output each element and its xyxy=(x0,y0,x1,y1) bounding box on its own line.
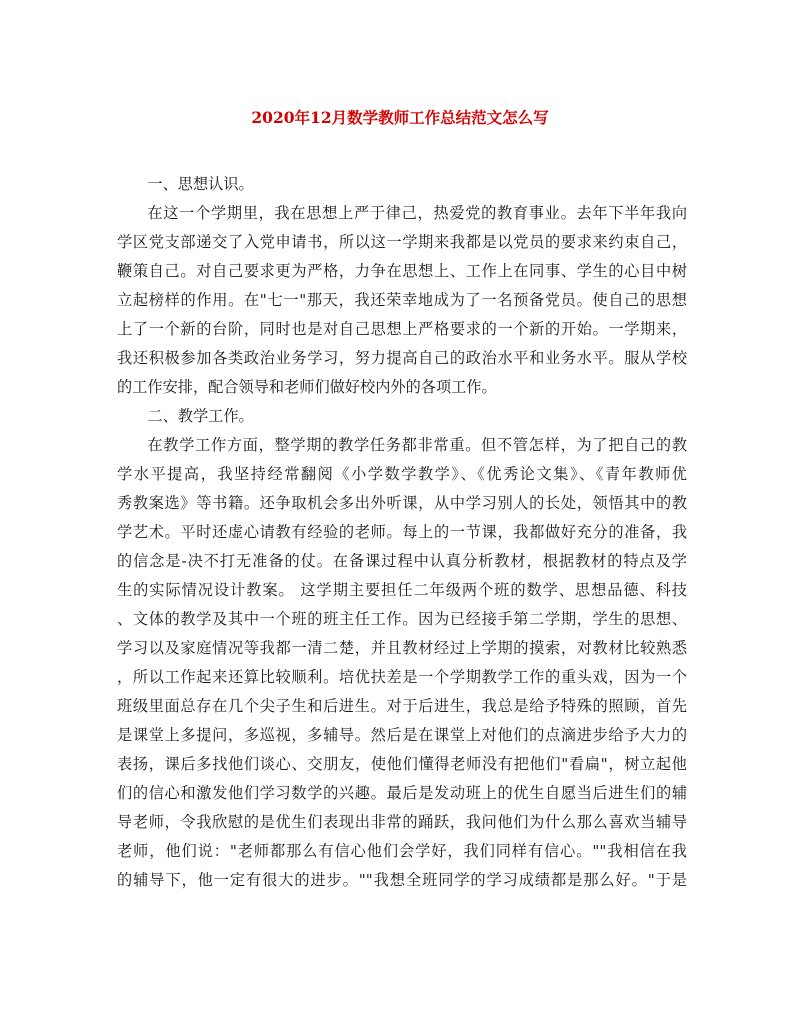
paragraph-line: 班级里面总存在几个尖子生和后进生。对于后进生，我总是给予特殊的照顾，首先 xyxy=(117,697,687,715)
paragraph-line: 学水平提高，我坚持经常翻阅《小学数学教学》、《优秀论文集》、《青年教师优 xyxy=(117,465,687,483)
paragraph-line: 学区党支部递交了入党申请书，所以这一学期来我都是以党员的要求来约束自己， xyxy=(117,233,687,251)
paragraph-line: 表扬，课后多找他们谈心、交朋友，使他们懂得老师没有把他们"看扁"，树立起他 xyxy=(117,755,687,773)
paragraph-line: 我还积极参加各类政治业务学习，努力提高自己的政治水平和业务水平。服从学校 xyxy=(117,349,687,367)
paragraph-line: 导老师，令我欣慰的是优生们表现出非常的踊跃，我问他们为什么那么喜欢当辅导 xyxy=(117,813,687,831)
paragraph-line: 是课堂上多提问，多巡视，多辅导。然后是在课堂上对他们的点滴进步给予大力的 xyxy=(117,726,687,744)
paragraph-line: 秀教案选》等书籍。还争取机会多出外听课，从中学习别人的长处，领悟其中的教 xyxy=(117,494,687,512)
paragraph-line: ，所以工作起来还算比较顺利。培优扶差是一个学期教学工作的重头戏，因为一个 xyxy=(117,668,687,686)
paragraph-line: 、文体的教学及其中一个班的班主任工作。因为已经接手第二学期，学生的思想、 xyxy=(117,610,687,628)
paragraph-line: 上了一个新的台阶，同时也是对自己思想上严格要求的一个新的开始。一学期来， xyxy=(117,320,687,338)
paragraph-line: 学艺术。平时还虚心请教有经验的老师。每上的一节课，我都做好充分的准备，我 xyxy=(117,523,687,541)
paragraph-line: 鞭策自己。对自己要求更为严格，力争在思想上、工作上在同事、学生的心目中树 xyxy=(117,262,687,280)
paragraph-line: 立起榜样的作用。在"七一"那天，我还荣幸地成为了一名预备党员。使自己的思想 xyxy=(117,291,687,309)
paragraph-line: 的工作安排，配合领导和老师们做好校内外的各项工作。 xyxy=(117,378,497,396)
section-heading: 一、思想认识。 xyxy=(147,175,254,193)
paragraph-line: 在教学工作方面，整学期的教学任务都非常重。但不管怎样，为了把自己的教 xyxy=(147,436,687,454)
paragraph-line: 的信念是-决不打无准备的仗。在备课过程中认真分析教材，根据教材的特点及学 xyxy=(117,552,687,570)
paragraph-line: 的辅导下，他一定有很大的进步。""我想全班同学的学习成绩都是那么好。"于是 xyxy=(117,871,687,889)
paragraph-line: 生的实际情况设计教案。 这学期主要担任二年级两个班的数学、思想品德、科技 xyxy=(117,581,687,599)
paragraph-line: 老师，他们说："老师都那么有信心他们会学好，我们同样有信心。""我相信在我 xyxy=(117,842,687,860)
document-body xyxy=(117,170,687,895)
section-heading: 二、教学工作。 xyxy=(147,407,254,425)
document-title: 2020年12月数学教师工作总结范文怎么写 xyxy=(251,108,549,127)
paragraph-line: 学习以及家庭情况等我都一清二楚，并且教材经过上学期的摸索，对教材比较熟悉 xyxy=(117,639,687,657)
paragraph-line: 们的信心和激发他们学习数学的兴趣。最后是发动班上的优生自愿当后进生们的辅 xyxy=(117,784,687,802)
paragraph-line: 在这一个学期里，我在思想上严于律己，热爱党的教育事业。去年下半年我向 xyxy=(147,204,687,222)
